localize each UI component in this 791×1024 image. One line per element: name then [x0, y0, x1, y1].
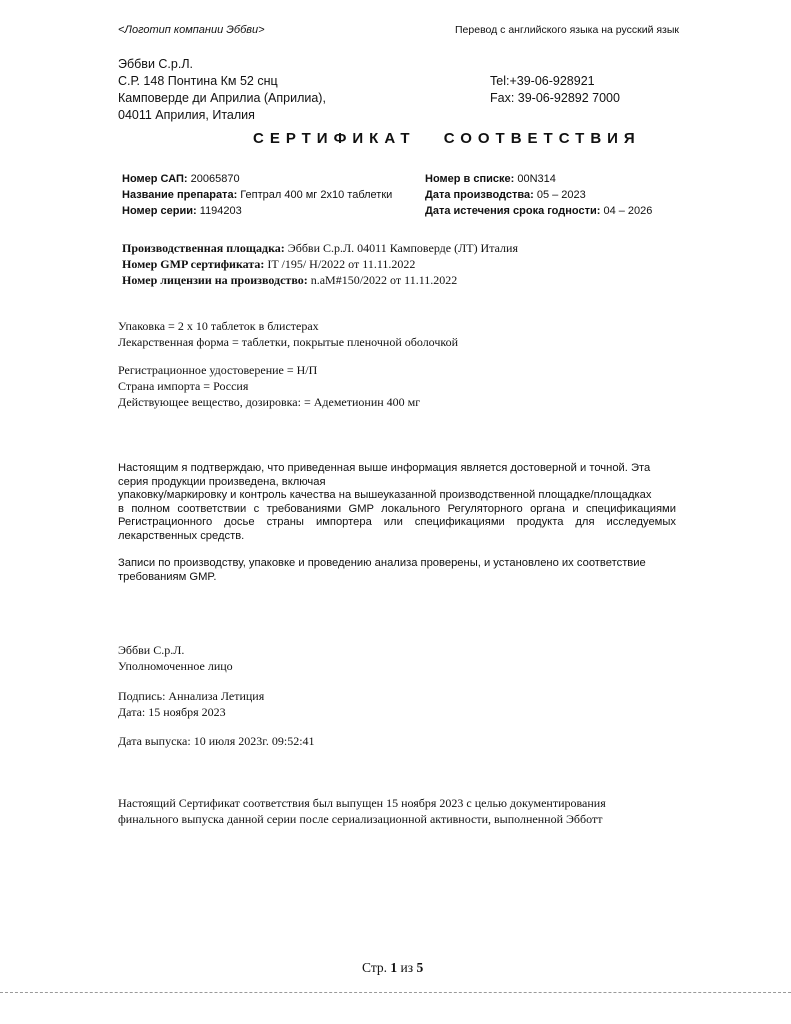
translation-note: Перевод с английского языка на русский язык: [455, 24, 680, 36]
signatory-role: Уполномоченное лицо: [118, 659, 233, 673]
statement-line: Записи по производству, упаковке и проведению анализа проверены, и установлено их соответствие: [118, 557, 646, 569]
registration-details: [118, 362, 420, 410]
company-address-line: Эббви С.р.Л.: [118, 57, 193, 71]
field-label: Номер в списке:: [425, 173, 515, 185]
statement-line: Регистрационного досье страны импортера или спецификациями продукта для исследуемых: [118, 516, 676, 528]
field-value: Эббви С.р.Л. 04011 Камповерде (ЛТ) Италия: [287, 241, 518, 255]
page-total: 5: [416, 960, 424, 975]
certificate-title: СЕРТИФИКАТ СООТВЕТСТВИЯ: [253, 130, 641, 147]
signatory-block: [118, 642, 233, 674]
logo-placeholder: <Логотип компании Эббви>: [118, 24, 265, 36]
company-address-line: С.Р. 148 Понтина Км 52 снц: [118, 74, 278, 88]
detail-line: Регистрационное удостоверение = Н/П: [118, 363, 318, 377]
page-bottom-divider: [0, 992, 791, 993]
field-label: Производственная площадка:: [122, 241, 285, 255]
company-address-line: Камповерде ди Априлиа (Априлиа),: [118, 91, 326, 105]
detail-line: Страна импорта = Россия: [118, 379, 249, 393]
product-field: [425, 171, 652, 187]
statement-line: лекарственных средств.: [118, 529, 245, 542]
footer-note-line: финального выпуска данной серии после сериализационной активности, выполненной Эбботт: [118, 812, 603, 826]
field-label: Номер САП:: [122, 173, 188, 185]
company-tel: Tel:+39-06-928921: [490, 74, 595, 88]
product-info-left: [122, 171, 392, 219]
signature-date: Дата: 15 ноября 2023: [118, 705, 226, 719]
footer-note-line: Настоящий Сертификат соответствия был выпущен 15 ноября 2023 с целью документирования: [118, 796, 606, 810]
site-field: [122, 240, 518, 256]
signatory-company: Эббви С.р.Л.: [118, 643, 185, 657]
page-current: 1: [390, 960, 398, 975]
footer-note: [118, 795, 606, 827]
company-address-line: 04011 Априлия, Италия: [118, 108, 255, 122]
site-field: [122, 256, 518, 272]
packaging-details: [118, 318, 458, 350]
product-field: [122, 203, 392, 219]
product-info-right: [425, 171, 652, 219]
company-fax: Fax: 39-06-92892 7000: [490, 91, 620, 105]
statement-line: упаковку/маркировку и контроль качества на вышеуказанной производственной площадке/площадках: [118, 489, 652, 501]
statement-line: в полном соответствии с требованиями GMP локального Регуляторного органа и спецификациями: [118, 502, 676, 515]
field-value: 04 – 2026: [603, 205, 653, 217]
product-field: [425, 203, 652, 219]
company-address: [118, 56, 326, 124]
company-contacts: [490, 73, 620, 107]
page-of: из: [400, 960, 414, 975]
signature-block: [118, 688, 264, 720]
detail-line: Лекарственная форма = таблетки, покрытые пленочной оболочкой: [118, 335, 459, 349]
field-value: IT /195/ H/2022 от 11.11.2022: [267, 257, 416, 271]
statement-line: серия продукции произведена, включая: [118, 475, 326, 488]
statement-line: требованиям GMP.: [118, 570, 217, 583]
field-label: Название препарата:: [122, 189, 238, 201]
field-value: 05 – 2023: [536, 189, 586, 201]
field-value: 20065870: [190, 173, 240, 185]
field-value: n.aM#150/2022 от 11.11.2022: [310, 273, 458, 287]
product-field: [122, 171, 392, 187]
records-statement: [118, 557, 676, 584]
field-label: Дата производства:: [425, 189, 534, 201]
detail-line: Действующее вещество, дозировка: = Адеметионин 400 мг: [118, 395, 421, 409]
product-field: [122, 187, 392, 203]
page-number: [362, 960, 423, 976]
field-value: Гептрал 400 мг 2х10 таблетки: [240, 189, 393, 201]
page-prefix: Стр.: [362, 960, 388, 975]
site-field: [122, 272, 518, 288]
detail-line: Упаковка = 2 х 10 таблеток в блистерах: [118, 319, 319, 333]
issue-date: Дата выпуска: 10 июля 2023г. 09:52:41: [118, 734, 315, 748]
field-label: Номер лицензии на производство:: [122, 273, 308, 287]
product-field: [425, 187, 652, 203]
statement-line: Настоящим я подтверждаю, что приведенная выше информация является достоверной и точной. Эта: [118, 462, 651, 474]
site-info: [122, 240, 518, 288]
field-label: Номер серии:: [122, 205, 197, 217]
field-label: Номер GMP сертификата:: [122, 257, 265, 271]
confirmation-statement: [118, 462, 676, 543]
field-value: 1194203: [199, 205, 242, 217]
field-label: Дата истечения срока годности:: [425, 205, 601, 217]
signature-line: Подпись: Аннализа Летиция: [118, 689, 265, 703]
field-value: 00N314: [517, 173, 556, 185]
